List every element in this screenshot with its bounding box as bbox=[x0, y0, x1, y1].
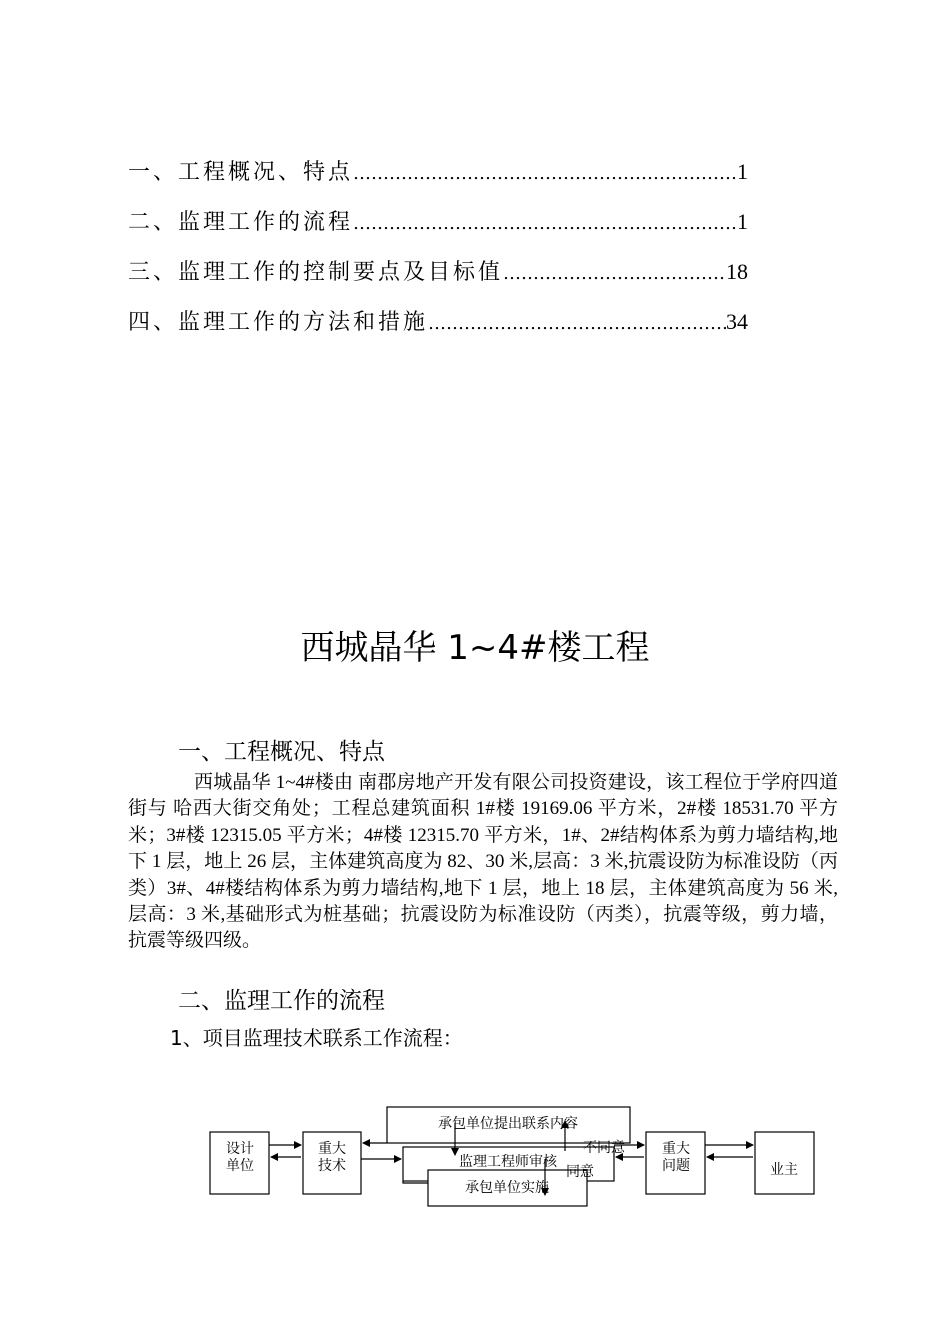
section-heading-workflow: 二、监理工作的流程 bbox=[178, 988, 385, 1014]
toc-entry[interactable] bbox=[128, 255, 748, 305]
tech-liaison-flowchart bbox=[200, 1095, 830, 1215]
toc-entry-page: 1 bbox=[737, 209, 748, 234]
toc-entry-label: 一、工程概况、特点 bbox=[128, 160, 354, 185]
toc-entry[interactable] bbox=[128, 305, 748, 355]
toc-entry[interactable] bbox=[128, 205, 748, 255]
toc-leader-dots bbox=[353, 163, 737, 184]
document-title: 西城晶华 1~4#楼工程 bbox=[300, 628, 650, 668]
major-tech-label-1: 重大 bbox=[318, 1141, 346, 1157]
toc-entry-page: 18 bbox=[726, 259, 748, 284]
toc-entry-page: 1 bbox=[737, 159, 748, 184]
design-unit-label-1: 设计 bbox=[226, 1141, 254, 1157]
engineer-review-label: 监理工程师审核 bbox=[459, 1154, 557, 1170]
disagree-label: 不同意 bbox=[583, 1140, 625, 1156]
toc-entry[interactable] bbox=[128, 155, 748, 205]
major-issue-label-1: 重大 bbox=[662, 1141, 690, 1157]
contractor-implement-label: 承包单位实施 bbox=[465, 1180, 549, 1196]
overview-paragraph: 西城晶华 1~4#楼由 南郡房地产开发有限公司投资建设，该工程位于学府四道街与 哈西大街交角处；工程总建筑面积 1#楼 19169.06 平方米，2#楼 18531.70 平方米；3#楼 12315.05 平方米；4#楼 12315.70 平方米，1#、2#结构体系为剪力墙结构,地下 1 层，地上 26 层，主体建筑高度为 82、30 米,层高：3 米,抗震设防为标准设防（丙类）3#、4#楼结构体系为剪力墙结构,地下 1 层，地上 18 层，主体建筑高度为 56 米,层高：3 米,基础形式为桩基础；抗震设防为标准设防（丙类），抗震等级，剪力墙，抗震等级四级。 bbox=[128, 772, 838, 952]
major-issue-label-2: 问题 bbox=[662, 1158, 690, 1174]
subsection-heading-tech-liaison: 1、项目监理技术联系工作流程： bbox=[170, 1026, 463, 1050]
toc-entry-label: 三、监理工作的控制要点及目标值 bbox=[128, 260, 504, 285]
toc-leader-dots bbox=[353, 213, 737, 234]
section-heading-overview: 一、工程概况、特点 bbox=[178, 739, 385, 765]
table-of-contents bbox=[128, 155, 748, 355]
owner-label: 业主 bbox=[770, 1162, 798, 1178]
design-unit-label-2: 单位 bbox=[226, 1158, 254, 1174]
agree-label: 同意 bbox=[566, 1164, 594, 1180]
major-tech-label-2: 技术 bbox=[318, 1158, 346, 1174]
contractor-propose-label: 承包单位提出联系内容 bbox=[438, 1116, 578, 1132]
toc-leader-dots bbox=[428, 313, 726, 334]
toc-entry-label: 二、监理工作的流程 bbox=[128, 210, 354, 235]
toc-leader-dots bbox=[503, 263, 726, 284]
toc-entry-label: 四、监理工作的方法和措施 bbox=[128, 310, 429, 335]
toc-entry-page: 34 bbox=[726, 309, 748, 334]
